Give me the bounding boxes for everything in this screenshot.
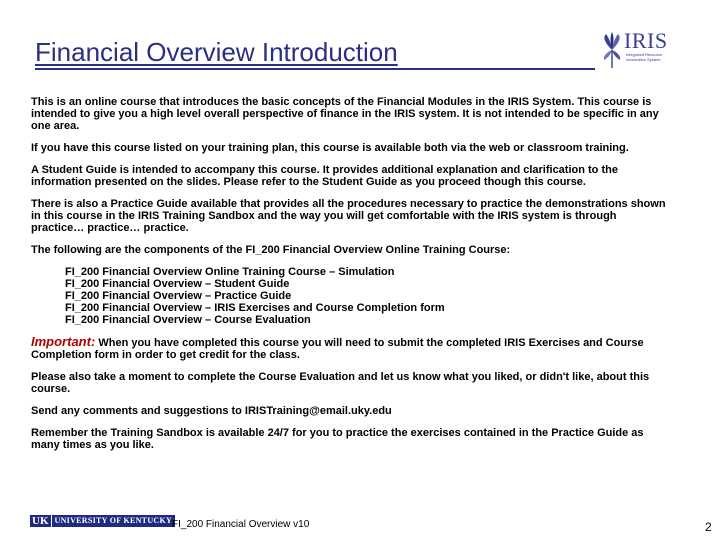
list-item: FI_200 Financial Overview – Course Evaluation bbox=[65, 314, 311, 326]
paragraph-sandbox: Remember the Training Sandbox is available 24/7 for you to practice the exercises contained in the Practice Guide as many times as you like. bbox=[31, 427, 644, 451]
main-content bbox=[31, 96, 671, 461]
list-item: FI_200 Financial Overview – Practice Guide bbox=[65, 290, 292, 302]
paragraph-evaluation: Please also take a moment to complete the Course Evaluation and let us know what you liked, or didn't like, about this course. bbox=[31, 371, 650, 395]
uk-logo bbox=[30, 515, 175, 527]
paragraph-availability: If you have this course listed on your training plan, this course is available both via the web or classroom training. bbox=[31, 142, 629, 154]
page-title: Financial Overview Introduction bbox=[35, 38, 595, 70]
iris-logo bbox=[600, 28, 670, 70]
paragraph-contact: Send any comments and suggestions to IRISTraining@email.uky.edu bbox=[31, 405, 392, 417]
paragraph-intro: This is an online course that introduces the basic concepts of the Financial Modules in the IRIS System. This course is intended to give you a high level overall perspective of finance in the IRIS system. It is not intended to be specific in any one area. bbox=[31, 96, 659, 132]
university-name: UNIVERSITY OF KENTUCKY bbox=[52, 515, 176, 527]
important-text: When you have completed this course you will need to submit the completed IRIS Exercises and Course Completion form in order to get credit for the class. bbox=[31, 337, 644, 361]
iris-logo-subtext: Integrated Resource Information System bbox=[626, 52, 663, 62]
list-item: FI_200 Financial Overview Online Training Course – Simulation bbox=[65, 266, 395, 278]
page-number: 2 bbox=[705, 520, 712, 534]
list-item: FI_200 Financial Overview – IRIS Exercises and Course Completion form bbox=[65, 302, 445, 314]
iris-logo-text: IRIS bbox=[624, 28, 668, 53]
uk-abbrev: UK bbox=[32, 515, 49, 527]
important-label: Important: bbox=[31, 334, 96, 349]
footer-course-label: FI_200 Financial Overview v10 bbox=[172, 519, 310, 530]
paragraph-components-intro: The following are the components of the FI_200 Financial Overview Online Training Course: bbox=[31, 244, 511, 256]
list-item: FI_200 Financial Overview – Student Guide bbox=[65, 278, 290, 290]
components-list bbox=[65, 266, 671, 326]
important-note bbox=[31, 336, 671, 361]
iris-flower-icon bbox=[600, 30, 624, 70]
paragraph-practice-guide: There is also a Practice Guide available that provides all the procedures necessary to practice the demonstrations shown in this course in the IRIS Training Sandbox and the way you will get comfortable with the IRIS system is through practice… practice… practice. bbox=[31, 198, 666, 234]
paragraph-student-guide: A Student Guide is intended to accompany this course. It provides additional explanation and clarification to the information presented on the slides. Please refer to the Student Guide as you proceed though this course. bbox=[31, 164, 618, 188]
